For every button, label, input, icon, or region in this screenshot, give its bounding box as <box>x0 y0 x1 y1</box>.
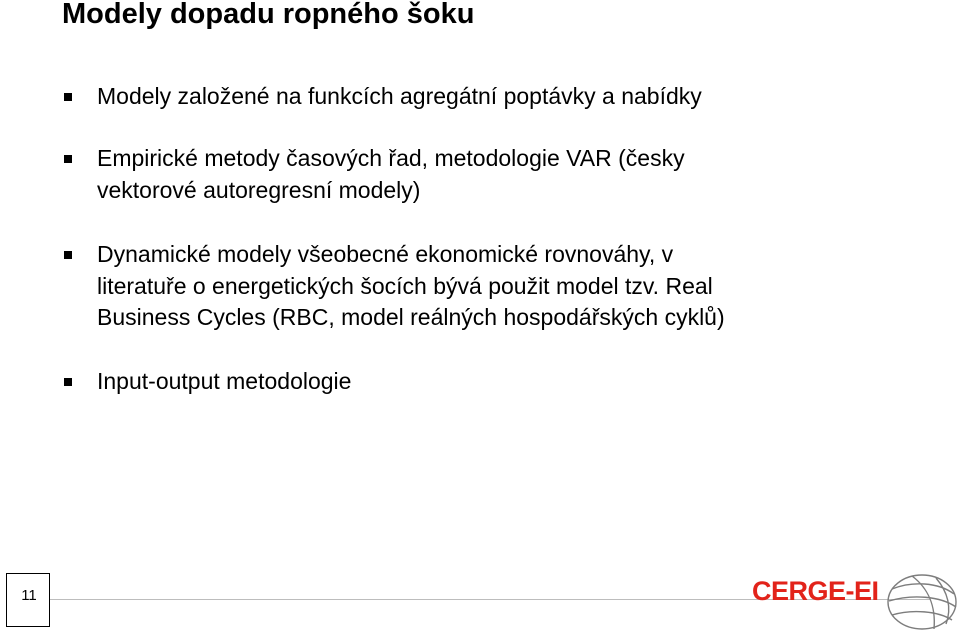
slide-title: Modely dopadu ropného šoku <box>62 0 475 30</box>
bullet-text: Empirické metody časových řad, metodologie VAR (česky vektorové autoregresní modely) <box>97 145 685 203</box>
page-number: 11 <box>21 587 37 604</box>
page-number-box <box>6 573 50 627</box>
square-bullet-icon <box>64 378 72 386</box>
bullet-text: Dynamické modely všeobecné ekonomické rovnováhy, v literatuře o energetických šocích bývá použit model tzv. Real Business Cycles (RBC, model reálných hospodářských cyklů) <box>97 241 725 330</box>
square-bullet-icon <box>64 93 72 101</box>
bullet-text: Modely založené na funkcích agregátní poptávky a nabídky <box>97 83 702 109</box>
logo-text: CERGE-EI <box>752 576 879 606</box>
bullet-text: Input-output metodologie <box>97 368 352 394</box>
square-bullet-icon <box>64 251 72 259</box>
square-bullet-icon <box>64 155 72 163</box>
cerge-ei-logo <box>752 572 960 632</box>
globe-icon <box>888 575 956 629</box>
